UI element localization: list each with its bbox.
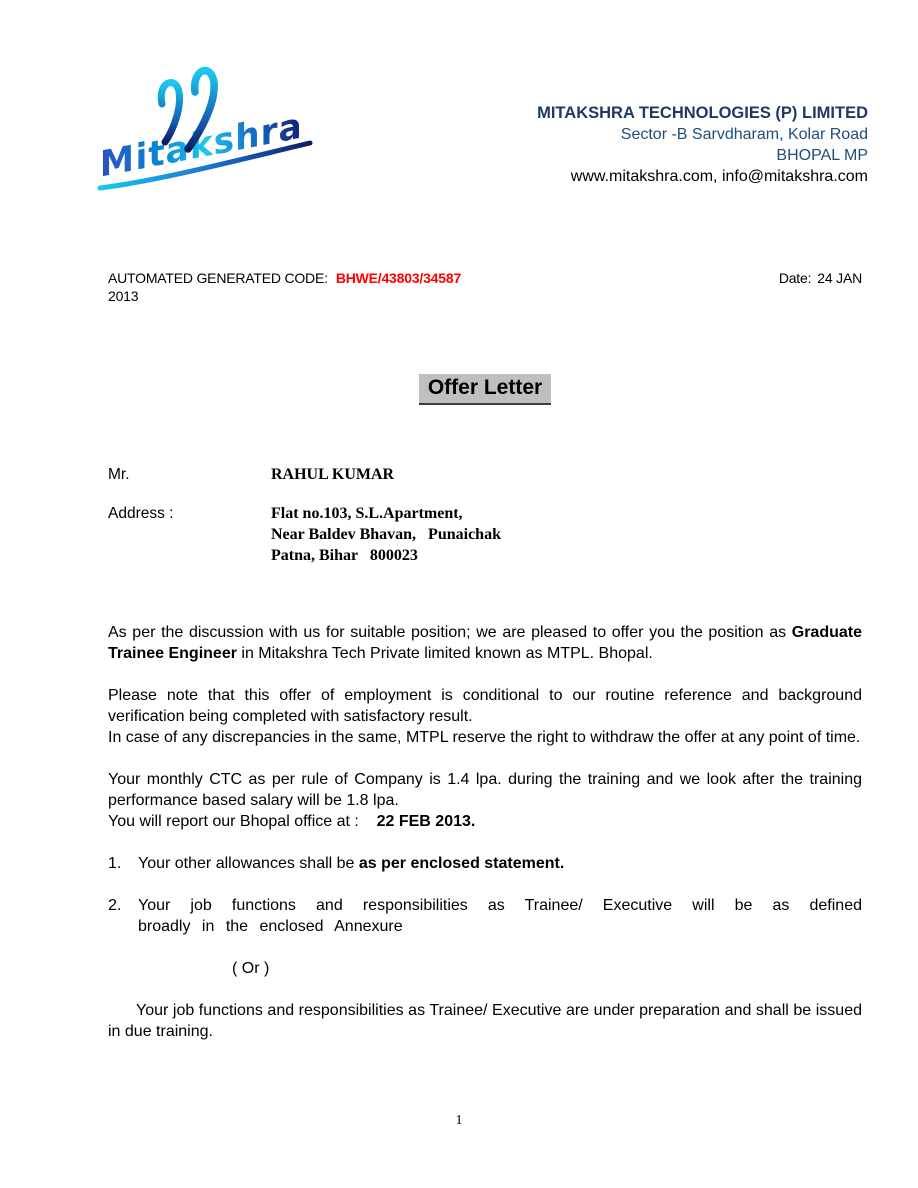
meta-line — [108, 269, 862, 305]
page-title: Offer Letter — [419, 374, 551, 405]
recipient-name: RAHUL KUMAR — [271, 466, 395, 483]
paragraph-text: Your monthly CTC as per rule of Company is 1.4 lpa. during the training and we look after the training performance based salary will be 1.8 lpa. — [108, 771, 862, 809]
title-row — [108, 374, 862, 405]
list-number: 2. — [108, 897, 122, 914]
paragraph-text: You will report our Bhopal office at : — [108, 813, 377, 830]
recipient-address — [271, 503, 501, 566]
generated-code — [108, 269, 461, 287]
recipient-address-row — [108, 503, 862, 566]
logo-wordmark: Mitakshra — [96, 106, 307, 186]
address-line: Flat no.103, S.L.Apartment, — [271, 505, 463, 522]
paragraph-text: Your other allowances shall be — [138, 855, 359, 872]
company-header — [537, 103, 868, 187]
page-number: 1 — [455, 1113, 463, 1128]
mitakshra-logo-image — [94, 56, 319, 201]
address-line: Patna, Bihar 800023 — [271, 547, 418, 564]
list-number: 1. — [108, 855, 122, 872]
list-item-1 — [108, 853, 862, 874]
paragraph-text: In case of any discrepancies in the same, MTPL reserve the right to withdraw the offer at any point of time. — [108, 729, 861, 746]
company-logo — [94, 56, 319, 201]
paragraph-text: Your job functions and responsibilities as Trainee/ Executive will be as defined — [138, 897, 862, 914]
paragraph-conditions — [108, 685, 862, 748]
position-title: Graduate Trainee Engineer — [108, 624, 862, 662]
report-line — [108, 811, 862, 832]
company-contact: www.mitakshra.com, info@mitakshra.com — [570, 168, 868, 185]
company-name: MITAKSHRA TECHNOLOGIES (P) LIMITED — [537, 104, 868, 122]
paragraph-closing — [108, 1000, 862, 1042]
company-address-line1: Sector -B Sarvdharam, Kolar Road — [620, 126, 868, 143]
date-label: Date: — [778, 270, 812, 286]
paragraph-ctc — [108, 769, 862, 832]
address-label: Address : — [108, 505, 174, 522]
paragraph-text: broadly in the enclosed Annexure — [138, 918, 403, 935]
recipient-block — [108, 464, 862, 566]
recipient-name-row — [108, 464, 862, 485]
address-line: Near Baldev Bhavan, Punaichak — [271, 526, 501, 543]
paragraph-text: in Mitakshra Tech Private limited known as MTPL. Bhopal. — [236, 645, 653, 662]
company-address-line2: BHOPAL MP — [776, 147, 868, 164]
or-separator: ( Or ) — [232, 960, 270, 977]
report-date: 22 FEB 2013. — [376, 813, 476, 830]
list-text — [138, 895, 862, 937]
paragraph-text: Please note that this offer of employment is conditional to our routine reference and background verification being completed with satisfactory result. — [108, 687, 862, 725]
date — [779, 269, 862, 287]
date-value: 24 JAN — [817, 270, 862, 286]
generated-code-value: BHWE/43803/34587 — [335, 270, 462, 286]
letter-body — [108, 622, 862, 1042]
paragraph-text: As per the discussion with us for suitable position; we are pleased to offer you the position as — [108, 624, 792, 641]
enclosed-statement-bold: as per enclosed statement. — [358, 855, 565, 872]
list-text — [138, 853, 862, 874]
paragraph-text: Your job functions and responsibilities as Trainee/ Executive are under preparation and shall be issued in due training. — [108, 1002, 862, 1040]
date-year-wrapped: 2013 — [108, 288, 139, 304]
generated-code-label: AUTOMATED GENERATED CODE: — [108, 270, 328, 286]
salutation-label: Mr. — [108, 466, 130, 483]
paragraph-offer — [108, 622, 862, 664]
list-item-2 — [108, 895, 862, 937]
